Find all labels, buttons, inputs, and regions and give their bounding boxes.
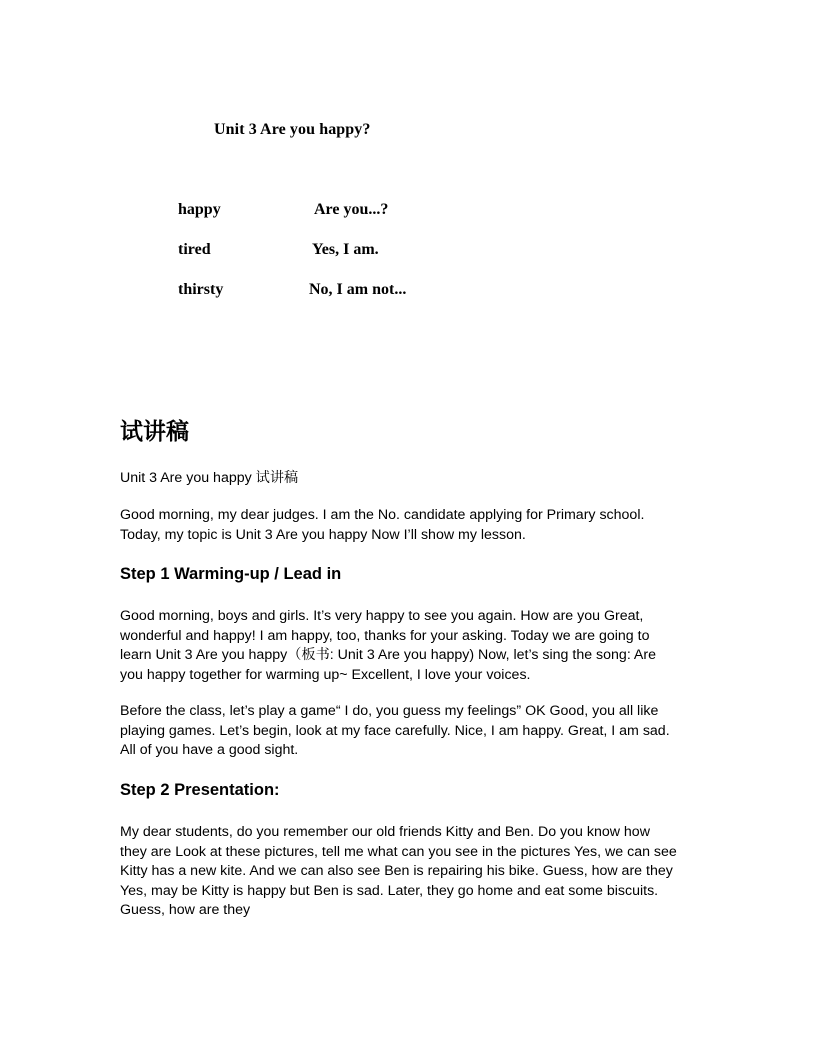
text-line: Yes, may be Kitty is happy but Ben is sad. Later, they go home and eat some biscuits. xyxy=(120,882,659,899)
board-phrase-no: No, I am not... xyxy=(309,281,407,298)
board-title: Unit 3 Are you happy? xyxy=(214,121,371,138)
text-line: Unit 3 Are you happy 试讲稿 xyxy=(120,470,299,486)
text-line: wonderful and happy! I am happy, too, thanks for your asking. Today we are going to xyxy=(120,627,650,644)
text-line: My dear students, do you remember our old friends Kitty and Ben. Do you know how xyxy=(120,824,650,840)
intro-line xyxy=(120,469,700,489)
board-word-happy: happy xyxy=(178,201,221,218)
text-line: Today, my topic is Unit 3 Are you happy Now I’ll show my lesson. xyxy=(120,526,526,543)
board-phrase-yes: Yes, I am. xyxy=(312,241,379,258)
text-line: Before the class, let’s play a game“ I do, you guess my feelings” OK Good, you all like xyxy=(120,703,659,719)
text-line: you happy together for warming up~ Excellent, I love your voices. xyxy=(120,666,531,683)
text-line: Good morning, my dear judges. I am the No. candidate applying for Primary school. xyxy=(120,507,645,523)
page-title: 试讲稿 xyxy=(120,419,189,445)
text-line: they are Look at these pictures, tell me what can you see in the pictures Yes, we can see xyxy=(120,843,677,860)
step2-paragraph xyxy=(120,823,700,921)
step1-paragraph-1 xyxy=(120,607,700,685)
text-line: learn Unit 3 Are you happy（板书: Unit 3 Are you happy) Now, let’s sing the song: Are xyxy=(120,647,656,663)
board-word-thirsty: thirsty xyxy=(178,281,224,298)
text-line: All of you have a good sight. xyxy=(120,742,299,758)
step1-heading: Step 1 Warming-up / Lead in xyxy=(120,565,342,583)
board-word-tired: tired xyxy=(178,241,211,258)
text-line: Guess, how are they xyxy=(120,902,251,918)
board-phrase-question: Are you...? xyxy=(314,201,389,218)
text-line: playing games. Let’s begin, look at my face carefully. Nice, I am happy. Great, I am sad. xyxy=(120,722,670,739)
greeting-paragraph xyxy=(120,506,700,545)
text-line: Kitty has a new kite. And we can also see Ben is repairing his bike. Guess, how are they xyxy=(120,863,673,879)
step2-heading: Step 2 Presentation: xyxy=(120,781,280,799)
text-line: Good morning, boys and girls. It’s very happy to see you again. How are you Great, xyxy=(120,608,644,624)
step1-paragraph-2 xyxy=(120,702,700,761)
